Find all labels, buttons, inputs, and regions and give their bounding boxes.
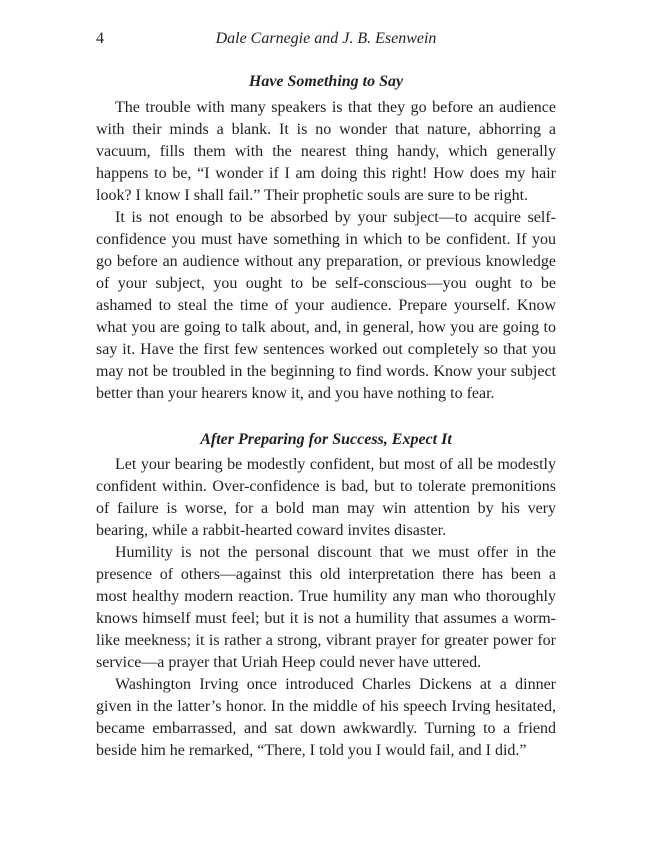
paragraph: Humility is not the personal discount that we must offer in the presence of others—against this old interpretation there has been a most healthy modern reaction. True humility any man who thoroughly knows himself must feel; but it is not a humility that assumes a worm-like meekness; it is rather a strong, vibrant prayer for greater power for service—a prayer that Uriah Heep could never have uttered. — [96, 544, 556, 671]
book-page — [96, 26, 556, 762]
running-title: Dale Carnegie and J. B. Esenwein — [215, 30, 437, 47]
section-heading-have-something-to-say: Have Something to Say — [248, 73, 404, 90]
paragraph: It is not enough to be absorbed by your subject—to acquire self-confidence you must have something in which to be confident. If you go before an audience without any preparation, or previous knowledge of your subject, you ought to be self-conscious—you ought to be ashamed to steal the time of your audience. Prepare yourself. Know what you are going to talk about, and, in general, how you are going to say it. Have the first few sentences worked out completely so that you may not be troubled in the beginning to find words. Know your subject better than your hearers know it, and you have nothing to fear. — [96, 209, 556, 402]
page-number: 4 — [96, 30, 104, 47]
paragraph: Let your bearing be modestly confident, but most of all be modestly confident within. Over-confidence is bad, but to tolerate premonitions of failure is worse, for a bold man may win attention by his very bearing, while a rabbit-hearted coward invites disaster. — [96, 456, 556, 539]
paragraph: The trouble with many speakers is that they go before an audience with their minds a blank. It is no wonder that nature, abhorring a vacuum, fills them with the nearest thing handy, which generally happens to be, “I wonder if I am doing this right! How does my hair look? I know I shall fail.” Their prophetic souls are sure to be right. — [96, 99, 556, 204]
running-header — [96, 26, 556, 52]
section-heading-after-preparing: After Preparing for Success, Expect It — [200, 431, 452, 448]
paragraph: Washington Irving once introduced Charles Dickens at a dinner given in the latter’s honor. In the middle of his speech Irving hesitated, became embarrassed, and sat down awkwardly. Turning to a friend beside him he remarked, “There, I told you I would fail, and I did.” — [96, 676, 556, 759]
